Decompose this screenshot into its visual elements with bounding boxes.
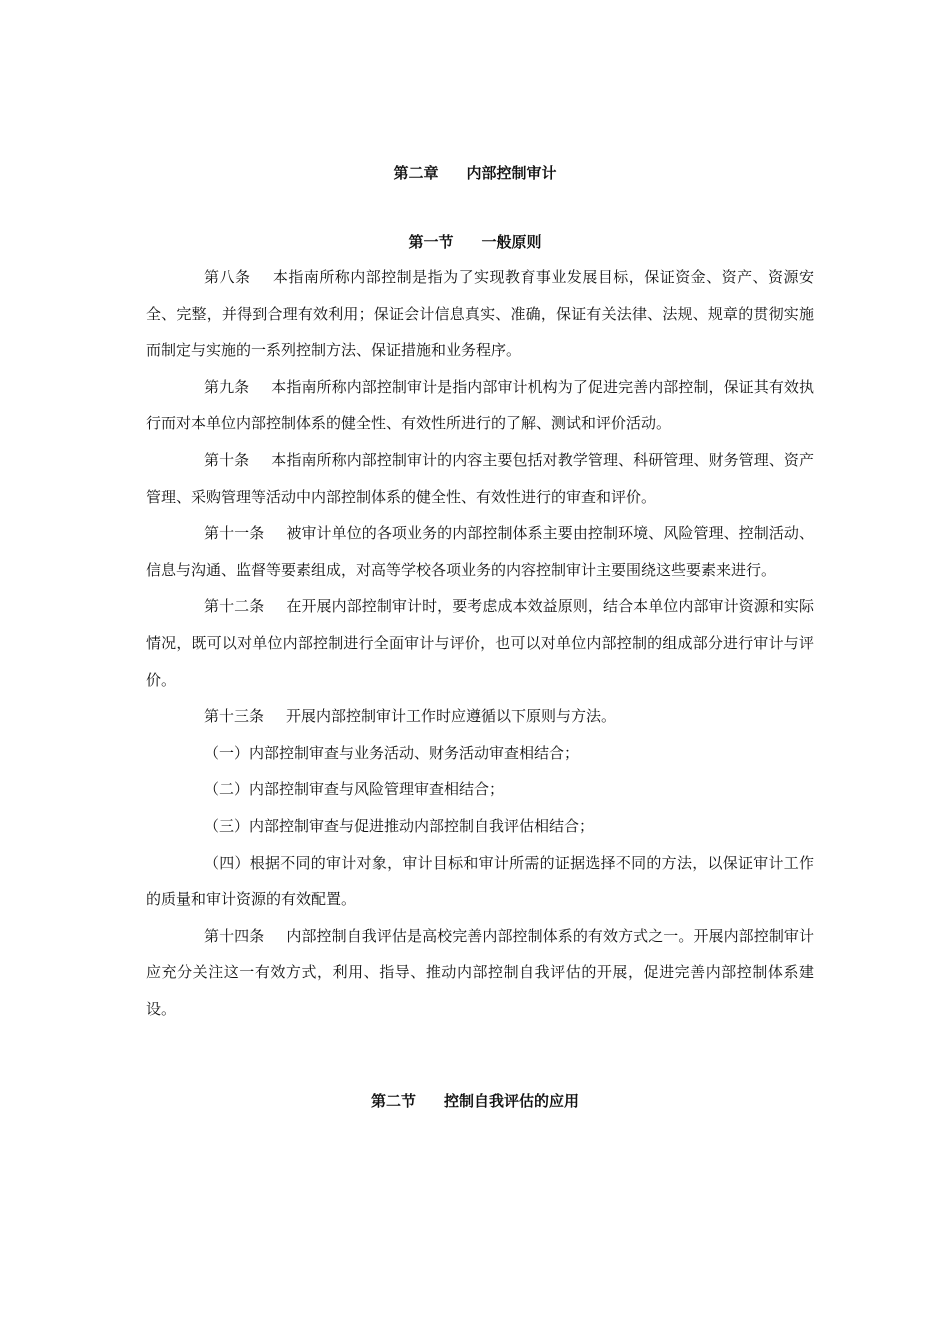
article-label: 第十三条 [204,707,265,726]
article-label: 第十四条 [204,926,265,945]
article-text: 本指南所称内部控制审计的内容主要包括对教学管理、科研管理、财务管理、资产管理、采购管理等活动中内部控制体系的健全性、有效性进行的审查和评价。 [146,450,814,506]
list-item: （三）内部控制审查与促进推动内部控制自我评估相结合； [204,816,595,835]
document-body [146,259,814,1027]
article-text: 在开展内部控制审计时，要考虑成本效益原则，结合本单位内部审计资源和实际情况，既可以对单位内部控制进行全面审计与评价，也可以对单位内部控制的组成部分进行审计与评价。 [146,597,814,689]
article-paragraph [146,369,814,442]
list-item: （四）根据不同的审计对象，审计目标和审计所需的证据选择不同的方法，以保证审计工作的质量和审计资源的有效配置。 [146,853,814,909]
article-label: 第十条 [204,450,250,469]
section-title: 控制自我评估的应用 [444,1092,580,1110]
list-item: （一）内部控制审查与业务活动、财务活动审查相结合； [204,743,580,762]
article-label: 第九条 [204,377,250,396]
article-text: 开展内部控制审计工作时应遵循以下原则与方法。 [286,707,617,726]
article-paragraph [146,442,814,515]
list-item: （二）内部控制审查与风险管理审查相结合； [204,780,505,799]
section-title: 一般原则 [481,233,542,251]
section-number: 第一节 [408,233,454,251]
chapter-title: 内部控制审计 [466,164,557,182]
article-text: 本指南所称内部控制审计是指内部审计机构为了促进完善内部控制，保证其有效执行而对本单位内部控制体系的健全性、有效性所进行的了解、测试和评价活动。 [146,377,814,433]
article-text: 本指南所称内部控制是指为了实现教育事业发展目标，保证资金、资产、资源安全、完整，并得到合理有效利用；保证会计信息真实、准确，保证有关法律、法规、规章的贯彻实施而制定与实施的一系列控制方法、保证措施和业务程序。 [146,268,814,360]
chapter-heading [0,163,950,183]
article-label: 第十一条 [204,524,265,543]
section-heading [0,1091,950,1111]
article-paragraph [146,259,814,369]
article-paragraph [146,918,814,1028]
article-paragraph [146,588,814,698]
article-label: 第十二条 [204,597,265,616]
section-heading [0,232,950,252]
article-text: 被审计单位的各项业务的内部控制体系主要由控制环境、风险管理、控制活动、信息与沟通、监督等要素组成，对高等学校各项业务的内容控制审计主要围绕这些要素来进行。 [146,524,814,579]
article-text: 内部控制自我评估是高校完善内部控制体系的有效方式之一。开展内部控制审计应充分关注这一有效方式，利用、指导、推动内部控制自我评估的开展，促进完善内部控制体系建设。 [146,926,814,1018]
article-label: 第八条 [204,268,251,286]
chapter-number: 第二章 [393,164,439,182]
article-paragraph [146,515,814,588]
article-paragraph [146,698,814,735]
section-number: 第二节 [370,1092,416,1110]
